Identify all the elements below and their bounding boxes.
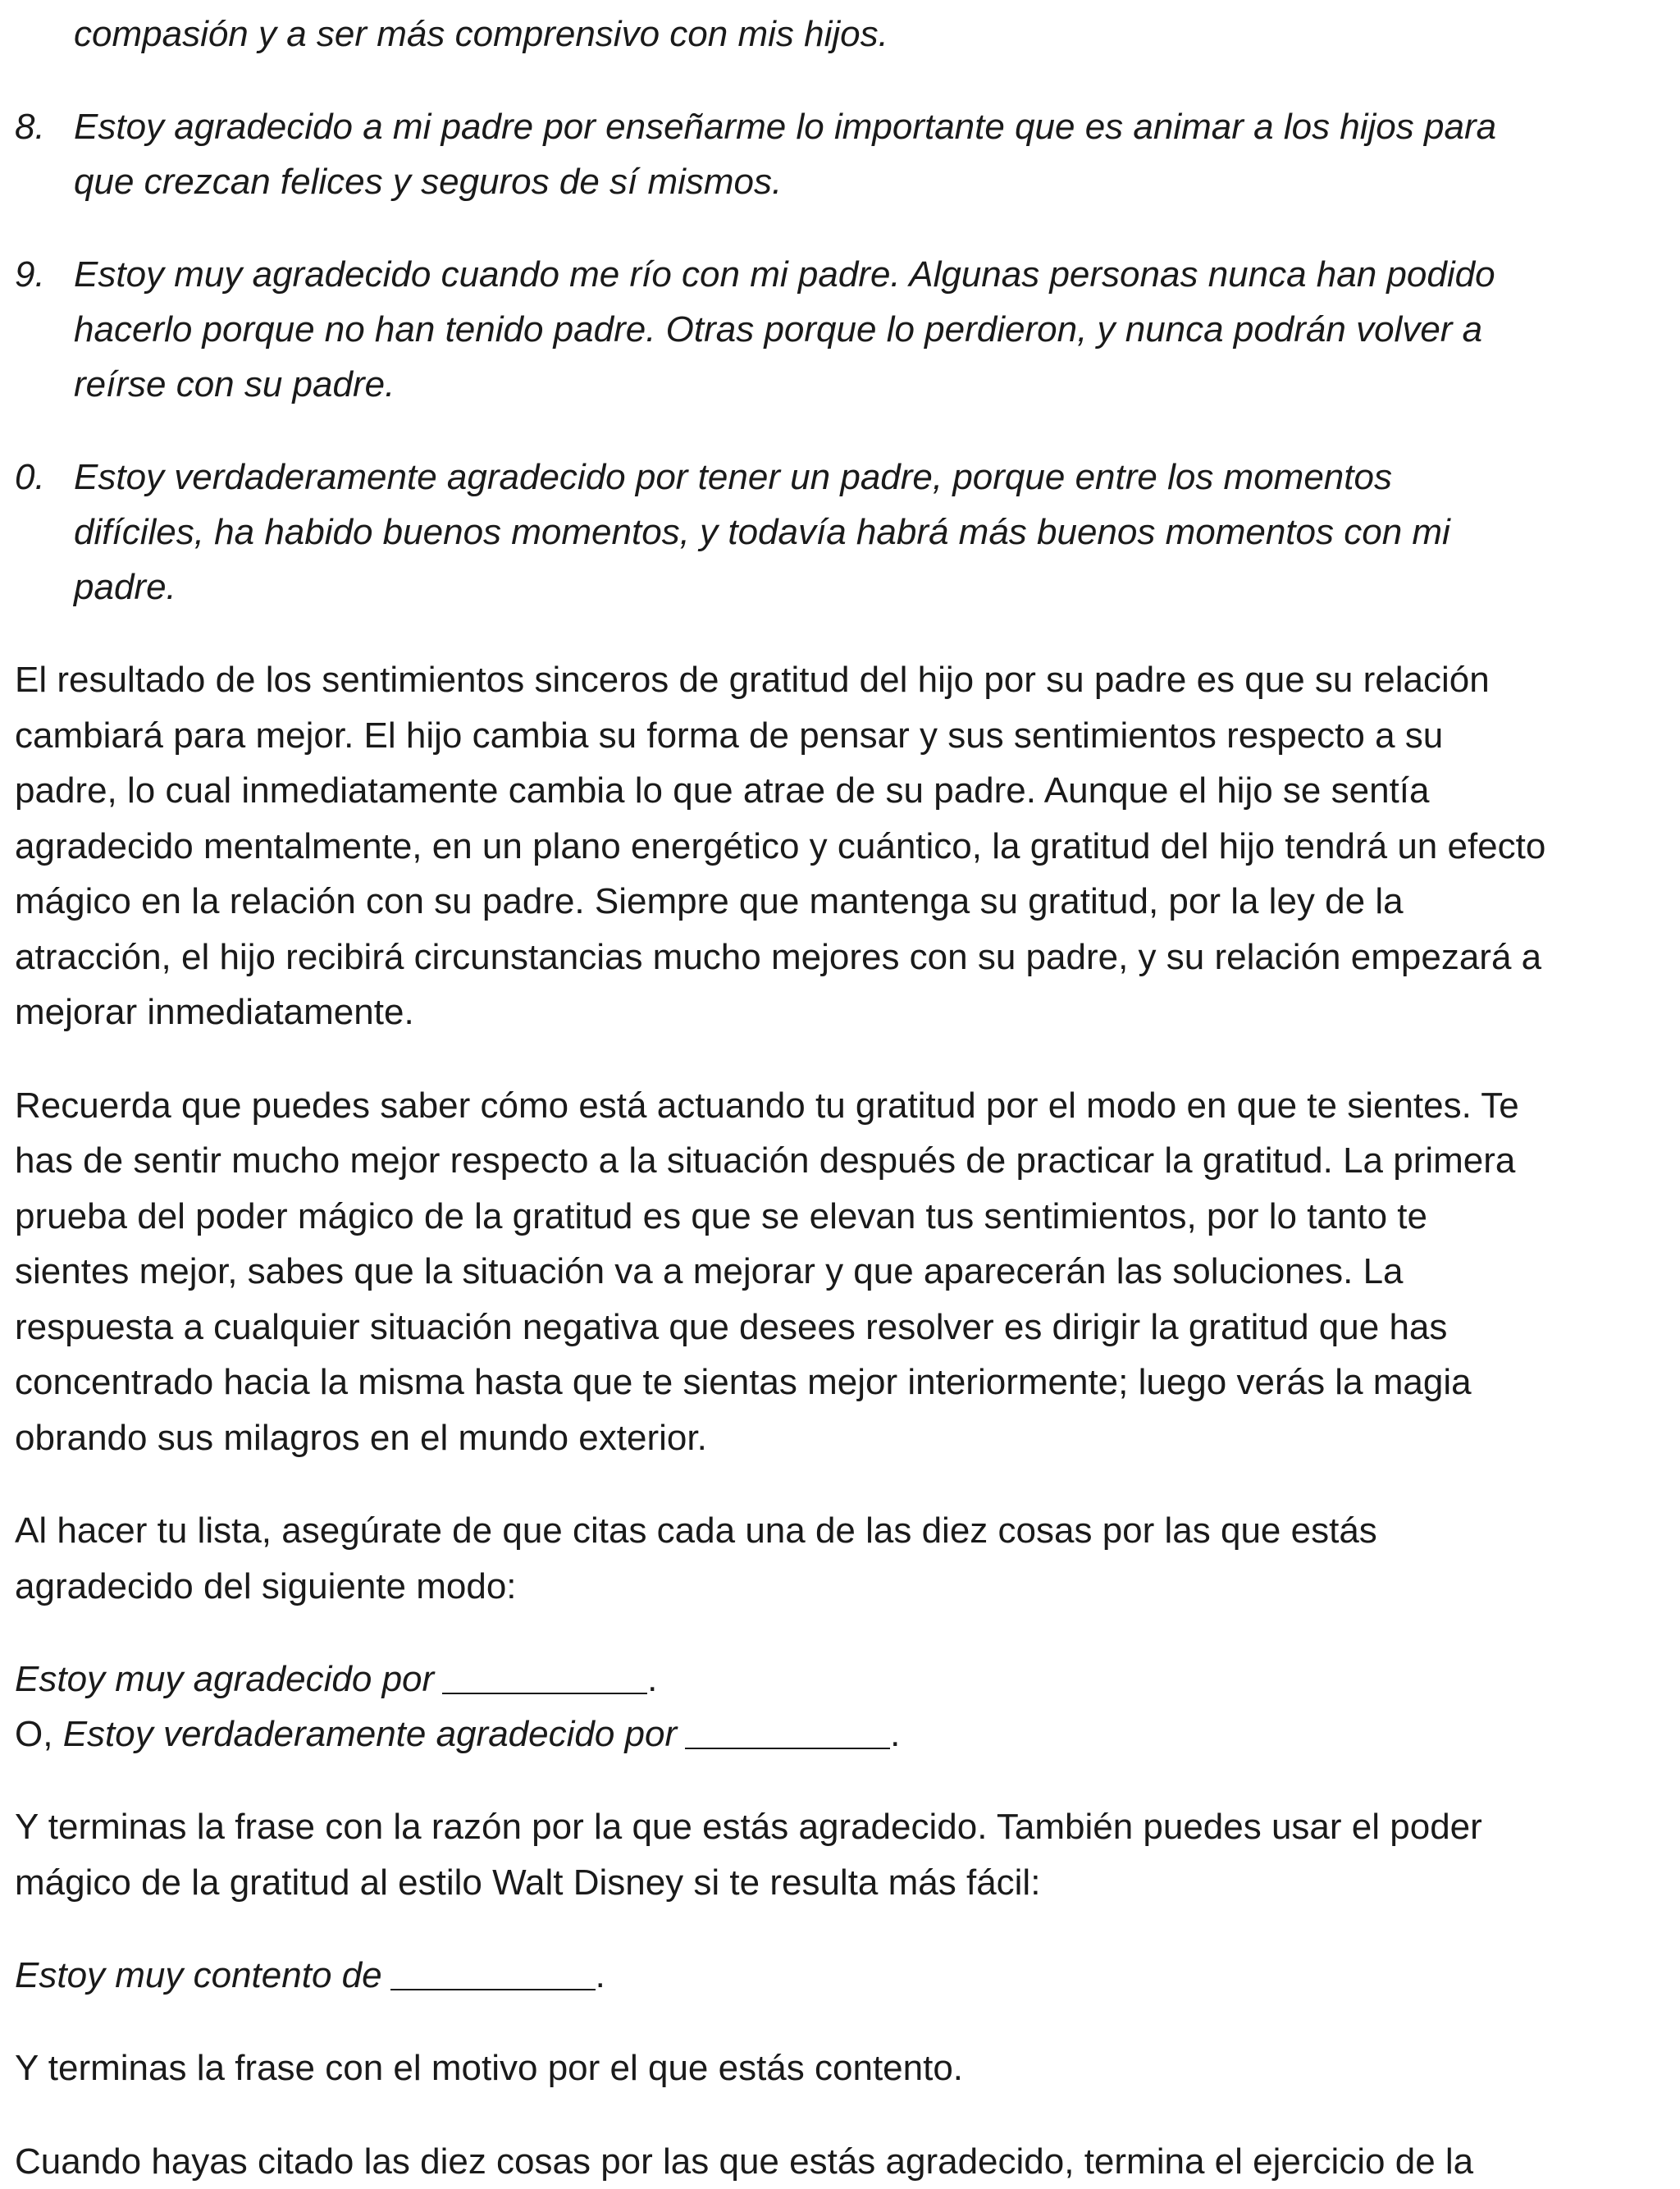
template-line-truly-grateful [15,1707,1664,1762]
template-end: . [647,1659,657,1699]
blank-underline [390,1953,596,1990]
list-number: 8. [15,99,74,209]
template-lines [15,1652,1664,1762]
list-text: Estoy agradecido a mi padre por enseñarme lo importante que es animar a los hijos para que crezcan felices y seguros de sí mismos. [74,99,1664,209]
paragraph-finish-reason: Y terminas la frase con el motivo por el que estás contento. [15,2040,1664,2096]
template-end: . [890,1714,900,1754]
template-line-happy [15,1948,1664,2003]
template-end: . [596,1955,605,1995]
template-text: Estoy muy contento de [15,1955,382,1995]
list-item-10 [15,450,1664,615]
list-item-continuation: compasión y a ser más comprensivo con mis hijos. [15,7,1664,62]
document-page [15,7,1664,2189]
paragraph-list-instructions: Al hacer tu lista, asegúrate de que citas cada una de las diez cosas por las que estás agradecido del siguiente modo: [15,1503,1664,1614]
list-text: Estoy verdaderamente agradecido por tener un padre, porque entre los momentos difíciles, ha habido buenos momentos, y todavía habrá más buenos momentos con mi padre. [74,450,1664,615]
blank-underline [685,1711,890,1749]
template-text: Estoy muy agradecido por [15,1659,434,1699]
template-text: Estoy verdaderamente agradecido por [63,1714,677,1754]
template-prefix: O, [15,1714,63,1754]
blank-underline [442,1657,647,1694]
paragraph-when-done: Cuando hayas citado las diez cosas por las que estás agradecido, termina el ejercicio de la [15,2134,1664,2189]
template-line-grateful [15,1652,1664,1707]
paragraph-finish-sentence: Y terminas la frase con la razón por la que estás agradecido. También puedes usar el poder mágico de la gratitud al estilo Walt Disney si te resulta más fácil: [15,1799,1664,1910]
paragraph-result: El resultado de los sentimientos sinceros de gratitud del hijo por su padre es que su relación cambiará para mejor. El hijo cambia su forma de pensar y sus sentimientos respecto a su padre, lo cual inmediatamente cambia lo que atrae de su padre. Aunque el hijo se sentía agradecido mentalmente, en un plano energético y cuántico, la gratitud del hijo tendrá un efecto mágico en la relación con su padre. Siempre que mantenga su gratitud, por la ley de la atracción, el hijo recibirá circunstancias mucho mejores con su padre, y su relación empezará a mejorar inmediatamente. [15,652,1664,1040]
list-number: 0. [15,450,74,615]
list-item-8 [15,99,1664,209]
list-text: Estoy muy agradecido cuando me río con mi padre. Algunas personas nunca han podido hacerlo porque no han tenido padre. Otras porque lo perdieron, y nunca podrán volver a reírse con su padre. [74,247,1664,412]
list-item-9 [15,247,1664,412]
paragraph-remember: Recuerda que puedes saber cómo está actuando tu gratitud por el modo en que te sientes. Te has de sentir mucho mejor respecto a la situación después de practicar la gratitud. La primera prueba del poder mágico de la gratitud es que se elevan tus sentimientos, por lo tanto te sientes mejor, sabes que la situación va a mejorar y que aparecerán las soluciones. La respuesta a cualquier situación negativa que desees resolver es dirigir la gratitud que has concentrado hacia la misma hasta que te sientas mejor interiormente; luego verás la magia obrando sus milagros en el mundo exterior. [15,1078,1664,1466]
list-number: 9. [15,247,74,412]
